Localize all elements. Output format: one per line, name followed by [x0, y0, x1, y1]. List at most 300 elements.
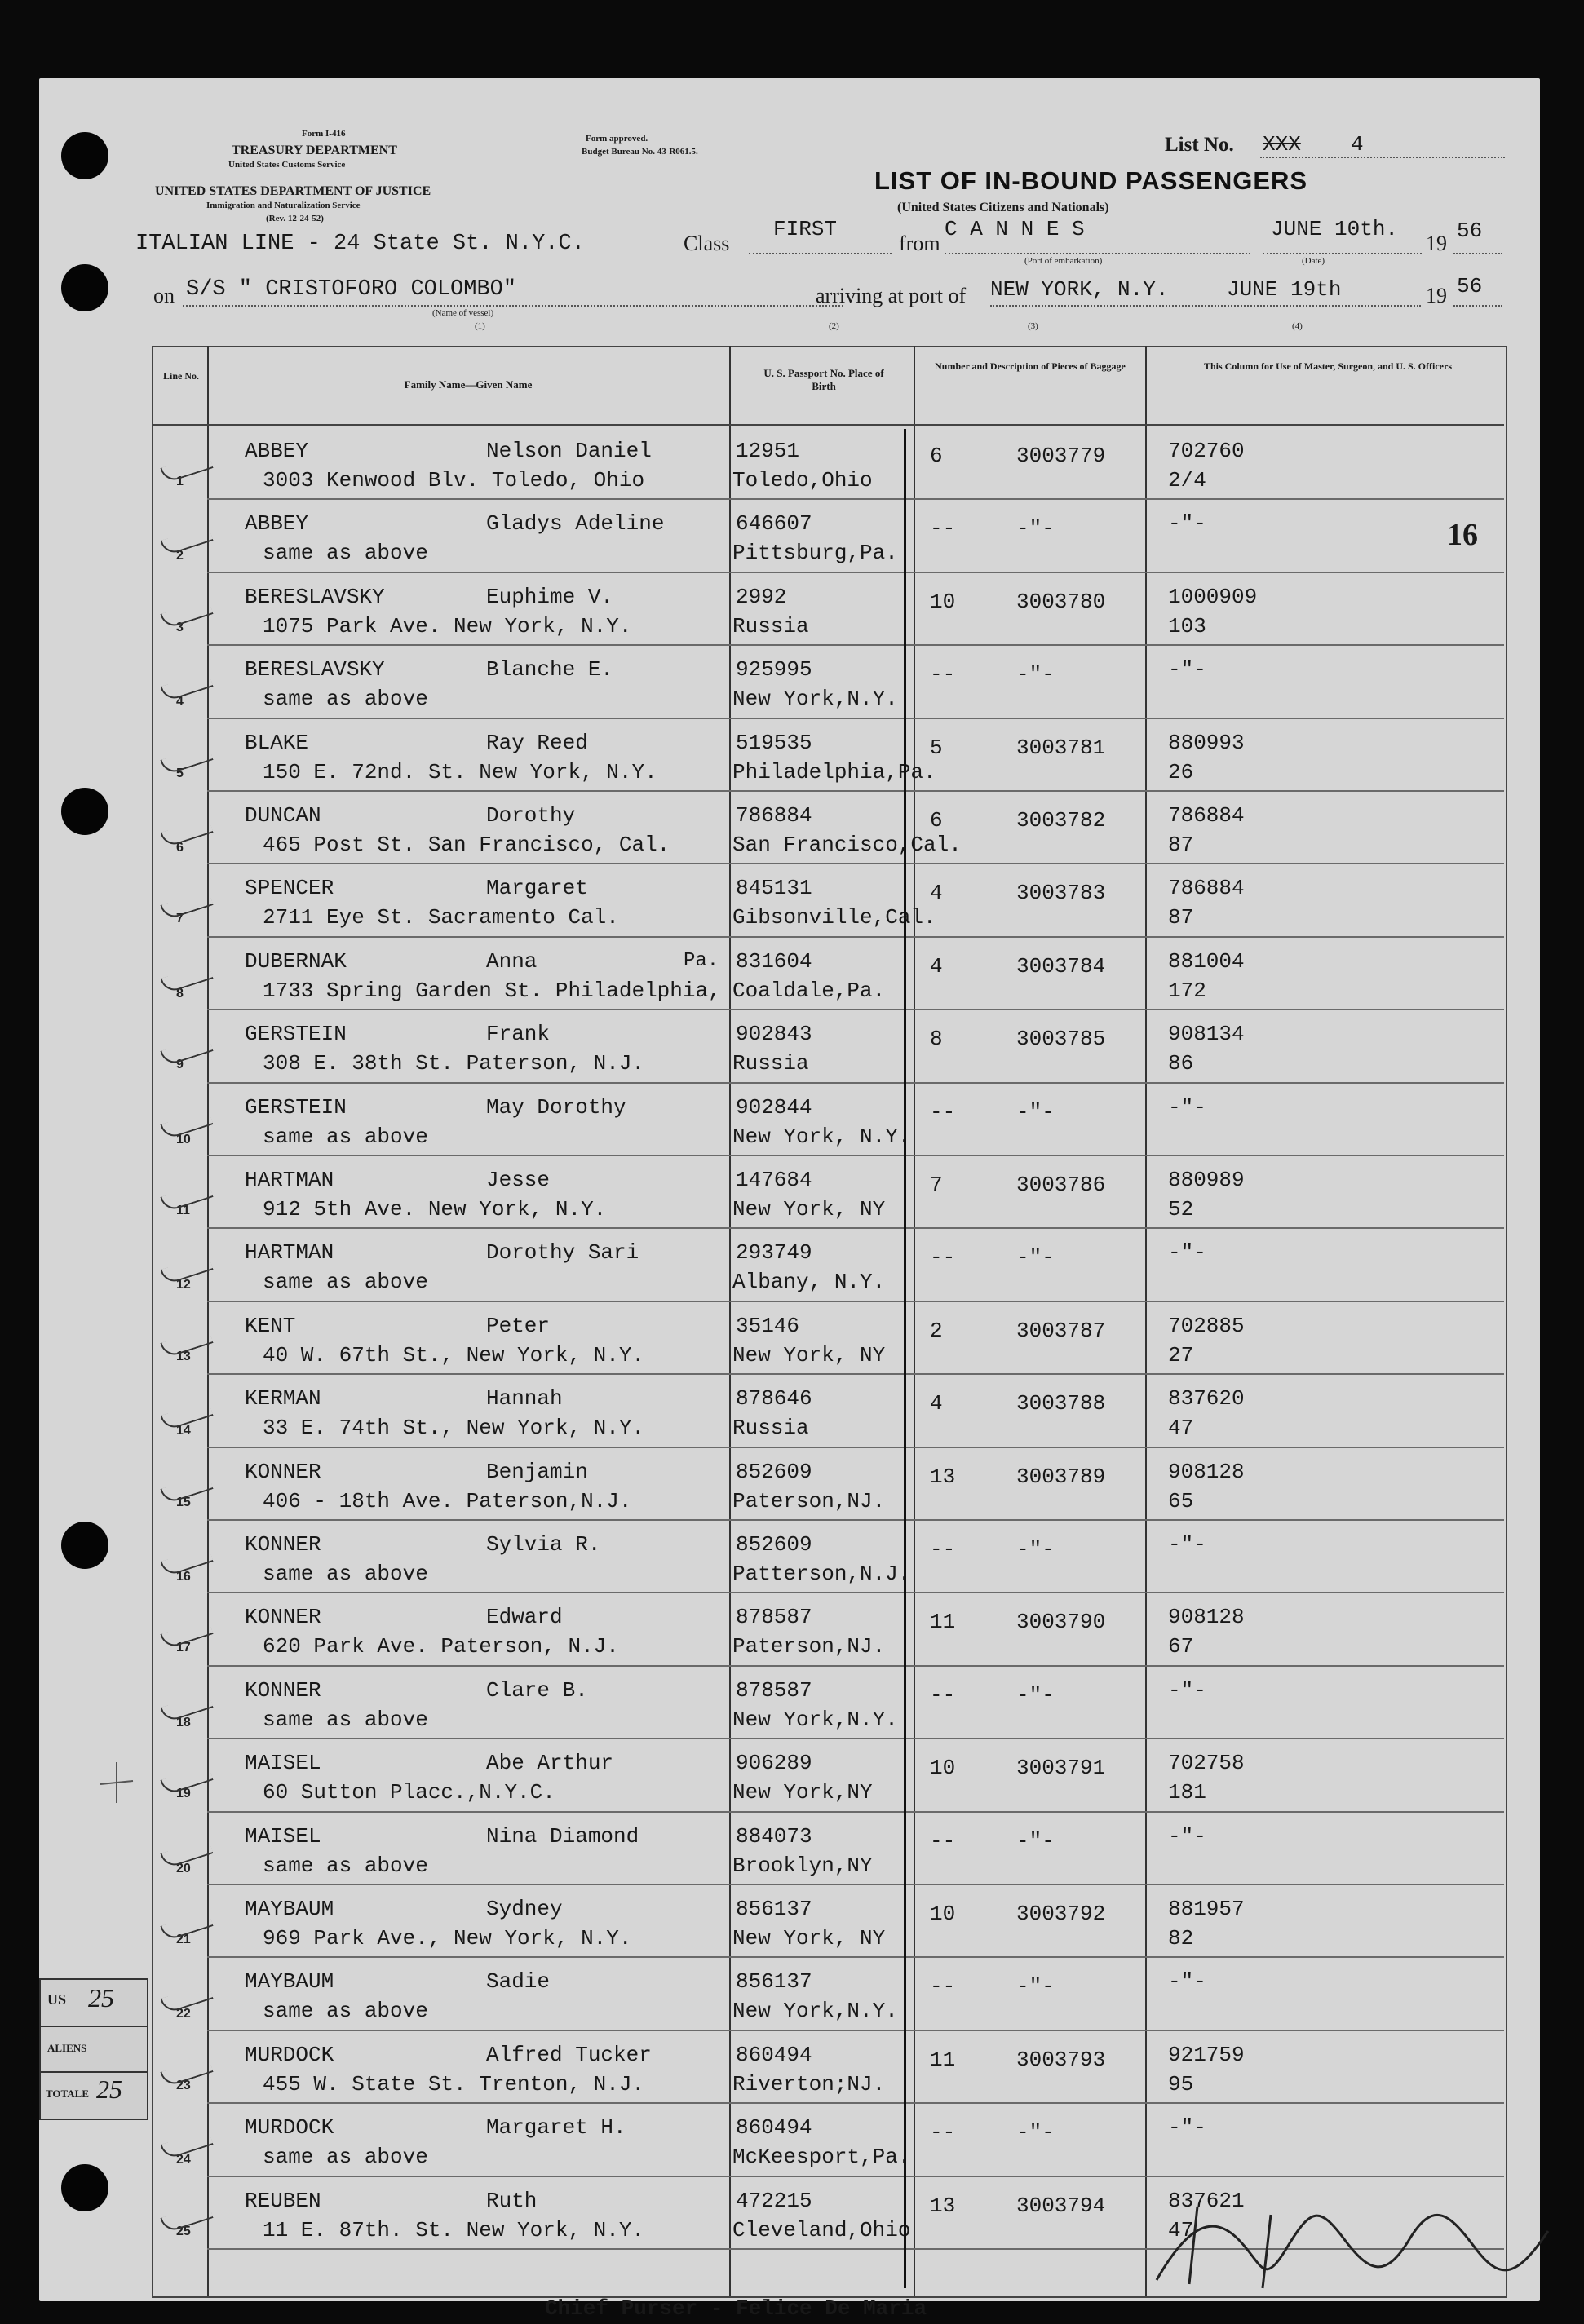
row-line-number: 5 [176, 766, 184, 780]
row-place-of-birth: Russia [732, 613, 809, 638]
row-given-name: Alfred Tucker [486, 2042, 652, 2067]
col-number-2: (2) [829, 321, 839, 331]
vessel-name: S/S " CRISTOFORO COLOMBO" [186, 277, 517, 302]
table-row [39, 427, 1540, 500]
row-baggage-number: 3003779 [1016, 444, 1106, 468]
row-family-name: GERSTEIN [245, 1094, 347, 1120]
count-box-total-label: TOTALE [46, 2088, 89, 2100]
row-given-name: Peter [486, 1313, 551, 1338]
row-passport-no: 856137 [736, 1969, 812, 1995]
from-label: from [899, 232, 940, 255]
row-given-name: Gladys Adeline [486, 511, 665, 537]
row-given-name: Abe Arthur [486, 1751, 614, 1776]
row-baggage-number: 3003784 [1016, 953, 1106, 979]
count-box-us-value: 25 [88, 1983, 114, 2013]
row-passport-no: 878587 [736, 1605, 812, 1630]
row-place-of-birth: New York,NY [732, 1780, 873, 1805]
row-officer-code: 172 [1168, 978, 1206, 1003]
row-line-number: 21 [176, 1933, 191, 1946]
class-value: FIRST [773, 217, 838, 241]
customs-service: United States Customs Service [228, 160, 346, 170]
row-baggage-number: -"- [1016, 1245, 1055, 1270]
row-family-name: BERESLAVSKY [245, 657, 385, 683]
row-check-mark [160, 599, 213, 630]
row-address: same as above [263, 1999, 428, 2024]
row-address: same as above [263, 1270, 428, 1295]
row-passport-no: 519535 [736, 730, 812, 755]
departure-date: JUNE 10th. [1271, 217, 1399, 241]
row-passport-no: 2992 [736, 584, 787, 609]
row-officer-number: 908128 [1168, 1605, 1245, 1630]
row-baggage-pieces: 10 [930, 1756, 956, 1781]
row-family-name: ABBEY [245, 439, 309, 463]
row-place-of-birth: New York,N.Y. [732, 1707, 898, 1732]
row-officer-number: 908134 [1168, 1022, 1245, 1047]
row-baggage-number: 3003783 [1016, 881, 1106, 906]
row-family-name: MAISEL [245, 1751, 321, 1776]
row-place-of-birth: New York, N.Y. [732, 1124, 911, 1149]
row-line-number: 17 [176, 1641, 191, 1655]
row-place-of-birth: San Francisco,Cal. [732, 833, 962, 857]
class-rule [749, 253, 892, 254]
row-address: 150 E. 72nd. St. New York, N.Y. [263, 759, 657, 784]
row-line-number: 2 [176, 549, 184, 563]
punch-hole-3 [61, 788, 108, 835]
row-officer-number: 786884 [1168, 876, 1245, 901]
row-passport-no: 293749 [736, 1240, 812, 1266]
row-officer-number: 837620 [1168, 1386, 1245, 1412]
row-baggage-pieces: -- [930, 1974, 956, 1999]
row-baggage-number: 3003782 [1016, 808, 1106, 833]
row-officer-number: 921759 [1168, 2042, 1245, 2067]
arrival-year: 56 [1457, 274, 1483, 298]
table-row [39, 573, 1540, 646]
departure-year: 56 [1457, 219, 1483, 243]
row-line-number: 13 [176, 1349, 191, 1363]
row-baggage-pieces: -- [930, 1245, 956, 1270]
table-row [39, 1739, 1540, 1812]
row-officer-code: 86 [1168, 1051, 1194, 1076]
row-baggage-pieces: 11 [930, 2047, 956, 2072]
row-family-name: KONNER [245, 1532, 321, 1557]
table-row [39, 646, 1540, 718]
row-address: 1733 Spring Garden St. Philadelphia, [263, 978, 721, 1003]
row-passport-no: 925995 [736, 657, 812, 683]
row-address: 40 W. 67th St., New York, N.Y. [263, 1342, 645, 1367]
row-given-name: Nina Diamond [486, 1823, 639, 1849]
table-row [39, 500, 1540, 572]
row-line-number: 18 [176, 1715, 191, 1730]
punch-hole-1 [61, 132, 108, 179]
signature-scrawl [1140, 2190, 1564, 2296]
row-family-name: SPENCER [245, 876, 334, 901]
row-family-name: DUBERNAK [245, 948, 347, 974]
row-officer-number: 881957 [1168, 1897, 1245, 1921]
row-given-name: Blanche E. [486, 657, 614, 683]
arriving-label: arriving at port of [816, 284, 967, 307]
row-given-name: Sadie [486, 1969, 551, 1995]
row-baggage-pieces: -- [930, 1099, 956, 1124]
row-address: same as above [263, 1124, 428, 1149]
row-address: 60 Sutton Placc.,N.Y.C. [263, 1780, 555, 1805]
row-passport-no: 906289 [736, 1751, 812, 1776]
row-family-name: MAYBAUM [245, 1897, 334, 1921]
row-baggage-pieces: 4 [930, 953, 943, 979]
count-box-us-label: US [47, 1991, 67, 2008]
row-given-name: Dorothy [486, 803, 576, 828]
row-officer-code: 47 [1168, 1416, 1194, 1441]
row-line-number: 14 [176, 1424, 191, 1438]
row-baggage-number: -"- [1016, 1099, 1055, 1124]
row-passport-no: 902843 [736, 1022, 812, 1047]
row-check-mark [160, 1036, 213, 1067]
table-row [39, 1010, 1540, 1083]
arrival-rule [990, 305, 1421, 307]
count-box [39, 1978, 148, 2120]
table-row [39, 2104, 1540, 2176]
row-officer-number: -"- [1168, 1532, 1206, 1557]
row-officer-number: -"- [1168, 2115, 1206, 2141]
arrival-port: NEW YORK, N.Y. [990, 277, 1169, 302]
row-address: 455 W. State St. Trenton, N.J. [263, 2071, 645, 2096]
row-baggage-number: 3003794 [1016, 2193, 1106, 2218]
row-place-of-birth: New York, NY [732, 1197, 886, 1222]
row-given-name: Euphime V. [486, 584, 614, 609]
row-baggage-pieces: -- [930, 1682, 956, 1708]
punch-hole-2 [61, 264, 108, 311]
row-baggage-pieces: 4 [930, 1391, 943, 1416]
row-baggage-number: 3003791 [1016, 1756, 1106, 1781]
form-number: Form I-416 [302, 129, 346, 139]
row-given-name: Frank [486, 1022, 551, 1047]
row8-extra-text: Pa. [684, 950, 719, 972]
table-row [39, 1229, 1540, 1301]
year-prefix: 19 [1426, 232, 1447, 255]
row-line-number: 7 [176, 912, 184, 926]
row-address: 3003 Kenwood Blv. Toledo, Ohio [263, 468, 645, 493]
row-passport-no: 878646 [736, 1386, 812, 1412]
row-baggage-pieces: 13 [930, 1464, 956, 1489]
shipping-line: ITALIAN LINE - 24 State St. N.Y.C. [135, 232, 585, 256]
row-passport-no: 147684 [736, 1168, 812, 1192]
table-row [39, 719, 1540, 792]
row-baggage-number: 3003789 [1016, 1464, 1106, 1489]
count-box-rule-2 [41, 2071, 147, 2073]
row-address: same as above [263, 2145, 428, 2170]
row-baggage-number: 3003790 [1016, 1610, 1106, 1635]
row-given-name: Sylvia R. [486, 1532, 601, 1557]
row-line-number: 15 [176, 1495, 191, 1509]
row-baggage-pieces: 11 [930, 1610, 956, 1635]
table-row [39, 864, 1540, 937]
row-baggage-number: -"- [1016, 516, 1055, 541]
table-row [39, 1813, 1540, 1885]
row-line-number: 9 [176, 1058, 184, 1072]
row-address: 969 Park Ave., New York, N.Y. [263, 1926, 632, 1951]
row-address: 308 E. 38th St. Paterson, N.J. [263, 1051, 645, 1076]
row-place-of-birth: Paterson,NJ. [732, 1488, 886, 1513]
row-place-of-birth: Coaldale,Pa. [732, 978, 886, 1003]
table-row [39, 1521, 1540, 1593]
table-row [39, 2031, 1540, 2104]
row-address: 620 Park Ave. Paterson, N.J. [263, 1634, 619, 1659]
row-baggage-number: 3003787 [1016, 1318, 1106, 1343]
row-given-name: Sydney [486, 1897, 563, 1921]
row-line-number: 19 [176, 1787, 191, 1801]
row-address: 465 Post St. San Francisco, Cal. [263, 833, 670, 857]
col-number-4: (4) [1292, 321, 1303, 331]
row-line-number: 4 [176, 695, 184, 709]
row-line-number: 25 [176, 2224, 191, 2238]
class-label: Class [684, 232, 730, 255]
row-address: 406 - 18th Ave. Paterson,N.J. [263, 1488, 632, 1513]
table-row [39, 1302, 1540, 1375]
row-passport-no: 860494 [736, 2115, 812, 2141]
row-baggage-pieces: -- [930, 1828, 956, 1853]
row-address: 11 E. 87th. St. New York, N.Y. [263, 2217, 645, 2242]
department-of-justice: UNITED STATES DEPARTMENT OF JUSTICE [155, 184, 431, 198]
row-officer-code: 65 [1168, 1488, 1194, 1513]
port-of-embarkation: C A N N E S [945, 217, 1085, 241]
immigration-service: Immigration and Naturalization Service [206, 201, 361, 210]
row-given-name: Dorothy Sari [486, 1240, 639, 1266]
row-officer-code: 2/4 [1168, 468, 1206, 493]
vessel-col-number: (1) [475, 321, 485, 331]
row-passport-no: 902844 [736, 1094, 812, 1120]
row-family-name: REUBEN [245, 2188, 321, 2213]
row-address: same as above [263, 1562, 428, 1586]
row-baggage-number: -"- [1016, 1974, 1055, 1999]
row-officer-code: 181 [1168, 1780, 1206, 1805]
row-check-mark [160, 525, 213, 556]
on-label: on [153, 284, 175, 307]
row-given-name: Ray Reed [486, 730, 588, 755]
row-baggage-pieces: 13 [930, 2193, 956, 2218]
row-place-of-birth: Pittsburg,Pa. [732, 541, 898, 566]
row-officer-number: 837621 [1168, 2188, 1245, 2213]
row-officer-number: -"- [1168, 1094, 1206, 1120]
row-family-name: ABBEY [245, 511, 309, 537]
row-baggage-pieces: 7 [930, 1173, 943, 1197]
row-baggage-number: 3003793 [1016, 2047, 1106, 2072]
row-officer-number: 880989 [1168, 1168, 1245, 1192]
row-officer-number: 702885 [1168, 1313, 1245, 1338]
table-row [39, 792, 1540, 864]
row-line-number: 23 [176, 2078, 191, 2092]
pencil-vertical-line [904, 429, 906, 2288]
row-officer-code: 82 [1168, 1926, 1194, 1951]
row-officer-number: 786884 [1168, 803, 1245, 828]
row-check-mark [160, 744, 213, 775]
row-family-name: KERMAN [245, 1386, 321, 1412]
budget-bureau: Budget Bureau No. 43-R061.5. [582, 147, 698, 157]
row-baggage-number: 3003786 [1016, 1173, 1106, 1197]
from-rule [945, 253, 1250, 254]
row-family-name: MAISEL [245, 1823, 321, 1849]
row-baggage-pieces: 10 [930, 589, 956, 614]
row-place-of-birth: Toledo,Ohio [732, 468, 873, 493]
table-row [39, 1156, 1540, 1229]
row-given-name: Clare B. [486, 1677, 588, 1703]
treasury-department: TREASURY DEPARTMENT [232, 144, 397, 157]
row-place-of-birth: Russia [732, 1051, 809, 1076]
header-officers: This Column for Use of Master, Surgeon, and U. S. Officers [1203, 360, 1452, 372]
row-given-name: Nelson Daniel [486, 439, 652, 463]
row-passport-no: 472215 [736, 2188, 812, 2213]
row-passport-no: 878587 [736, 1677, 812, 1703]
arrival-date: JUNE 19th [1227, 277, 1342, 302]
list-no-rule [1260, 157, 1505, 158]
row-line-number: 8 [176, 986, 184, 1001]
table-row [39, 1958, 1540, 2030]
date-caption: (Date) [1302, 256, 1325, 266]
row-given-name: Jesse [486, 1168, 551, 1192]
row-baggage-pieces: 8 [930, 1027, 943, 1052]
row-address: same as above [263, 1853, 428, 1878]
row-place-of-birth: New York, NY [732, 1342, 886, 1367]
row-baggage-number: 3003780 [1016, 589, 1106, 614]
row-line-number: 16 [176, 1570, 191, 1584]
row-officer-code: 26 [1168, 759, 1194, 784]
row-officer-number: -"- [1168, 1969, 1206, 1995]
row-check-mark [160, 890, 213, 921]
port-embarkation-caption: (Port of embarkation) [1024, 256, 1103, 266]
row-passport-no: 831604 [736, 948, 812, 974]
row-given-name: Benjamin [486, 1459, 588, 1484]
row-address: 33 E. 74th St., New York, N.Y. [263, 1416, 645, 1441]
row-check-mark [160, 671, 213, 702]
document-title: LIST OF IN-BOUND PASSENGERS [874, 166, 1308, 195]
row-family-name: KENT [245, 1313, 296, 1338]
list-no-label: List No. [1165, 134, 1234, 156]
row-passport-no: 35146 [736, 1313, 800, 1338]
margin-cross-mark [96, 1758, 137, 1807]
row-officer-code: 87 [1168, 905, 1194, 930]
row-place-of-birth: New York,N.Y. [732, 1999, 898, 2024]
row-place-of-birth: Philadelphia,Pa. [732, 759, 936, 784]
row-passport-no: 856137 [736, 1897, 812, 1921]
row-officer-code: 67 [1168, 1634, 1194, 1659]
row-address: same as above [263, 541, 428, 566]
row-given-name: Margaret [486, 876, 588, 901]
row-passport-no: 860494 [736, 2042, 812, 2067]
punch-hole-4 [61, 1522, 108, 1569]
row-place-of-birth: Cleveland,Ohio [732, 2217, 911, 2242]
row-officer-number: 881004 [1168, 948, 1245, 974]
row-officer-code: 52 [1168, 1197, 1194, 1222]
row-line-number: 3 [176, 620, 184, 634]
row-passport-no: 786884 [736, 803, 812, 828]
manifest-sheet [39, 78, 1540, 2321]
form-approved: Form approved. [586, 134, 648, 144]
row-given-name: Ruth [486, 2188, 538, 2213]
row-baggage-pieces: -- [930, 1537, 956, 1562]
row-place-of-birth: Albany, N.Y. [732, 1270, 886, 1295]
row-line-number: 20 [176, 1861, 191, 1876]
row-family-name: KONNER [245, 1605, 321, 1630]
row-place-of-birth: Riverton;NJ. [732, 2071, 886, 2096]
row-baggage-number: 3003792 [1016, 1902, 1106, 1926]
row-family-name: HARTMAN [245, 1168, 334, 1192]
row-officer-number: -"- [1168, 657, 1206, 683]
vessel-rule [183, 305, 843, 307]
row-baggage-number: -"- [1016, 662, 1055, 687]
row-baggage-pieces: 5 [930, 735, 943, 760]
row-family-name: GERSTEIN [245, 1022, 347, 1047]
row-given-name: Anna [486, 948, 538, 974]
row-place-of-birth: New York,N.Y. [732, 687, 898, 712]
row-family-name: BERESLAVSKY [245, 584, 385, 609]
row-passport-no: 884073 [736, 1823, 812, 1849]
row-passport-no: 12951 [736, 439, 800, 463]
row-officer-code: 95 [1168, 2071, 1194, 2096]
list-no-struck: XXX [1263, 132, 1301, 157]
table-row [39, 1084, 1540, 1156]
row-check-mark [160, 817, 213, 848]
header-line-no: Line No. [162, 370, 199, 382]
row-address: 912 5th Ave. New York, N.Y. [263, 1197, 607, 1222]
row-place-of-birth: New York, NY [732, 1926, 886, 1951]
table-row [39, 1593, 1540, 1666]
row-line-number: 6 [176, 841, 184, 855]
header-baggage: Number and Description of Pieces of Baggage [935, 360, 1126, 372]
row-officer-number: 880993 [1168, 730, 1245, 755]
col-number-3: (3) [1028, 321, 1038, 331]
page-number: 16 [1447, 518, 1478, 552]
table-row [39, 1885, 1540, 1958]
arrival-year-rule [1453, 305, 1502, 307]
row-officer-number: -"- [1168, 511, 1206, 537]
row-passport-no: 852609 [736, 1459, 812, 1484]
row-baggage-pieces: -- [930, 2120, 956, 2145]
row-officer-number: -"- [1168, 1677, 1206, 1703]
row-baggage-number: 3003785 [1016, 1027, 1106, 1052]
row-passport-no: 852609 [736, 1532, 812, 1557]
row-family-name: KONNER [245, 1677, 321, 1703]
row-family-name: HARTMAN [245, 1240, 334, 1266]
row-officer-code: 47 [1168, 2217, 1194, 2242]
punch-hole-5 [61, 2164, 108, 2211]
row-address: 2711 Eye St. Sacramento Cal. [263, 905, 619, 930]
row-line-number: 10 [176, 1132, 191, 1147]
table-row [39, 938, 1540, 1010]
row-officer-number: -"- [1168, 1823, 1206, 1849]
document-subtitle: (United States Citizens and Nationals) [897, 201, 1109, 214]
row-place-of-birth: Russia [732, 1416, 809, 1441]
row-baggage-pieces: -- [930, 662, 956, 687]
row-line-number: 22 [176, 2007, 191, 2021]
row-line-number: 24 [176, 2153, 191, 2167]
row-family-name: BLAKE [245, 730, 309, 755]
row-baggage-pieces: -- [930, 516, 956, 541]
row-address: same as above [263, 687, 428, 712]
header-name: Family Name—Given Name [404, 378, 533, 391]
table-row [39, 1448, 1540, 1521]
row-baggage-pieces: 2 [930, 1318, 943, 1343]
row-line-number: 1 [176, 475, 184, 488]
row-officer-code: 103 [1168, 613, 1206, 638]
revision-date: (Rev. 12-24-52) [266, 214, 324, 223]
row-place-of-birth: Gibsonville,Cal. [732, 905, 936, 930]
row-baggage-number: -"- [1016, 2120, 1055, 2145]
row-family-name: MURDOCK [245, 2042, 334, 2067]
row-officer-number: 1000909 [1168, 584, 1258, 609]
row-passport-no: 845131 [736, 876, 812, 901]
vessel-caption: (Name of vessel) [432, 308, 494, 318]
row-line-number: 11 [176, 1204, 190, 1217]
row-officer-code: 87 [1168, 833, 1194, 857]
date-rule [1263, 253, 1422, 254]
